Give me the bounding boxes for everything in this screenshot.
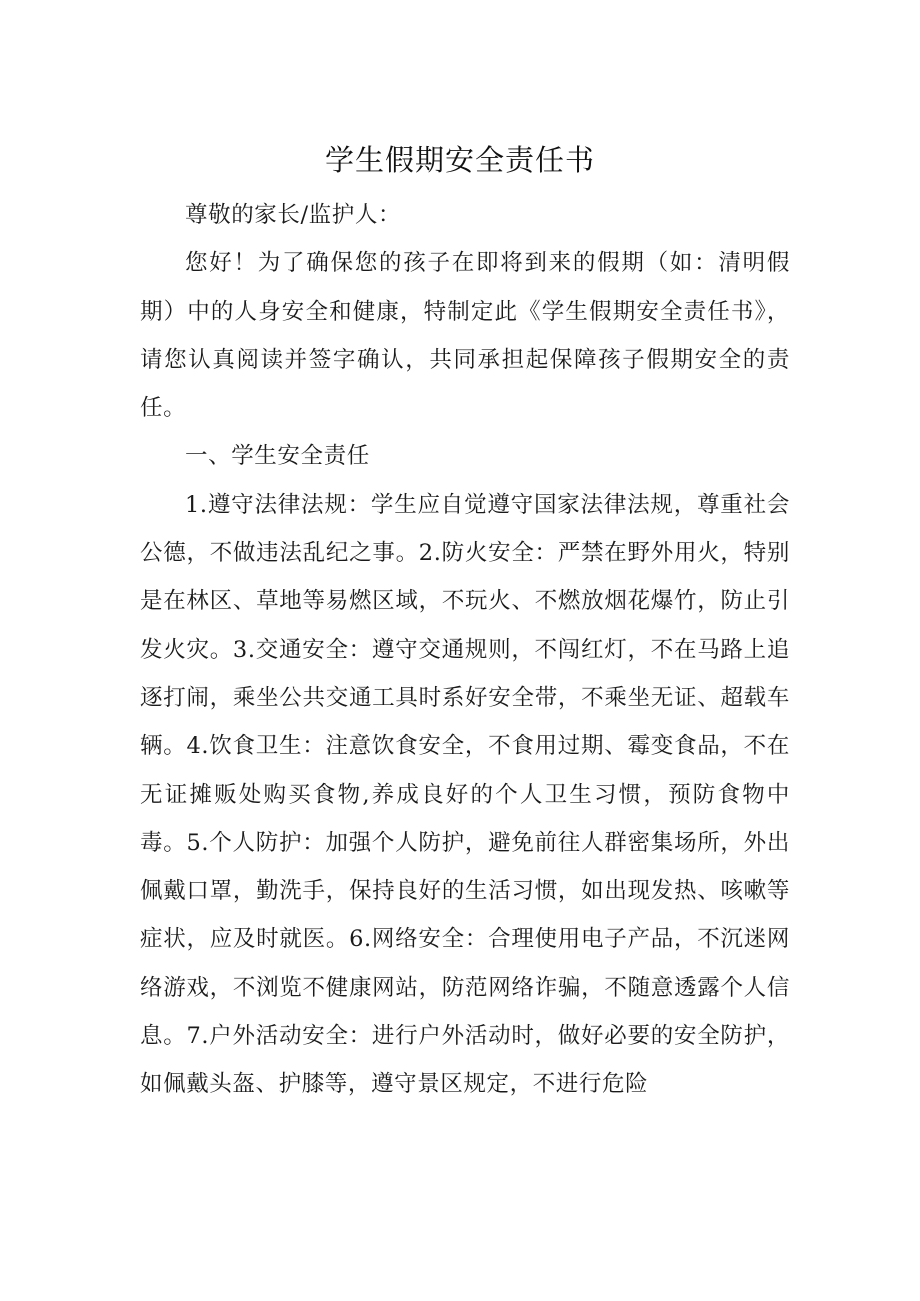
salutation: 尊敬的家长/监护人： bbox=[185, 202, 402, 228]
intro-paragraph: 您好！为了确保您的孩子在即将到来的假期（如：清明假期）中的人身安全和健康，特制定此《学生假期安全责任书》，请您认真阅读并签字确认，共同承担起保障孩子假期安全的责任。 bbox=[140, 250, 790, 422]
document-title: 学生假期安全责任书 bbox=[324, 143, 595, 177]
section-body: 1.遵守法律法规：学生应自觉遵守国家法律法规，尊重社会公德，不做违法乱纪之事。2.防火安全：严禁在野外用火，特别是在林区、草地等易燃区域，不玩火、不燃放烟花爆竹，防止引发火灾。3.交通安全：遵守交通规则，不闯红灯，不在马路上追逐打闹，乘坐公共交通工具时系好安全带，不乘坐无证、超载车辆。4.饮食卫生：注意饮食安全，不食用过期、霉变食品，不在无证摊贩处购买食物,养成良好的个人卫生习惯，预防食物中毒。5.个人防护：加强个人防护，避免前往人群密集场所，外出佩戴口罩，勤洗手，保持良好的生活习惯，如出现发热、咳嗽等症状，应及时就医。6.网络安全：合理使用电子产品，不沉迷网络游戏，不浏览不健康网站，防范网络诈骗，不随意透露个人信息。7.户外活动安全：进行户外活动时，做好必要的安全防护，如佩戴头盔、护膝等，遵守景区规定，不进行危险 bbox=[140, 491, 790, 1098]
section-heading: 一、学生安全责任 bbox=[185, 443, 370, 470]
document-body bbox=[140, 191, 790, 1109]
